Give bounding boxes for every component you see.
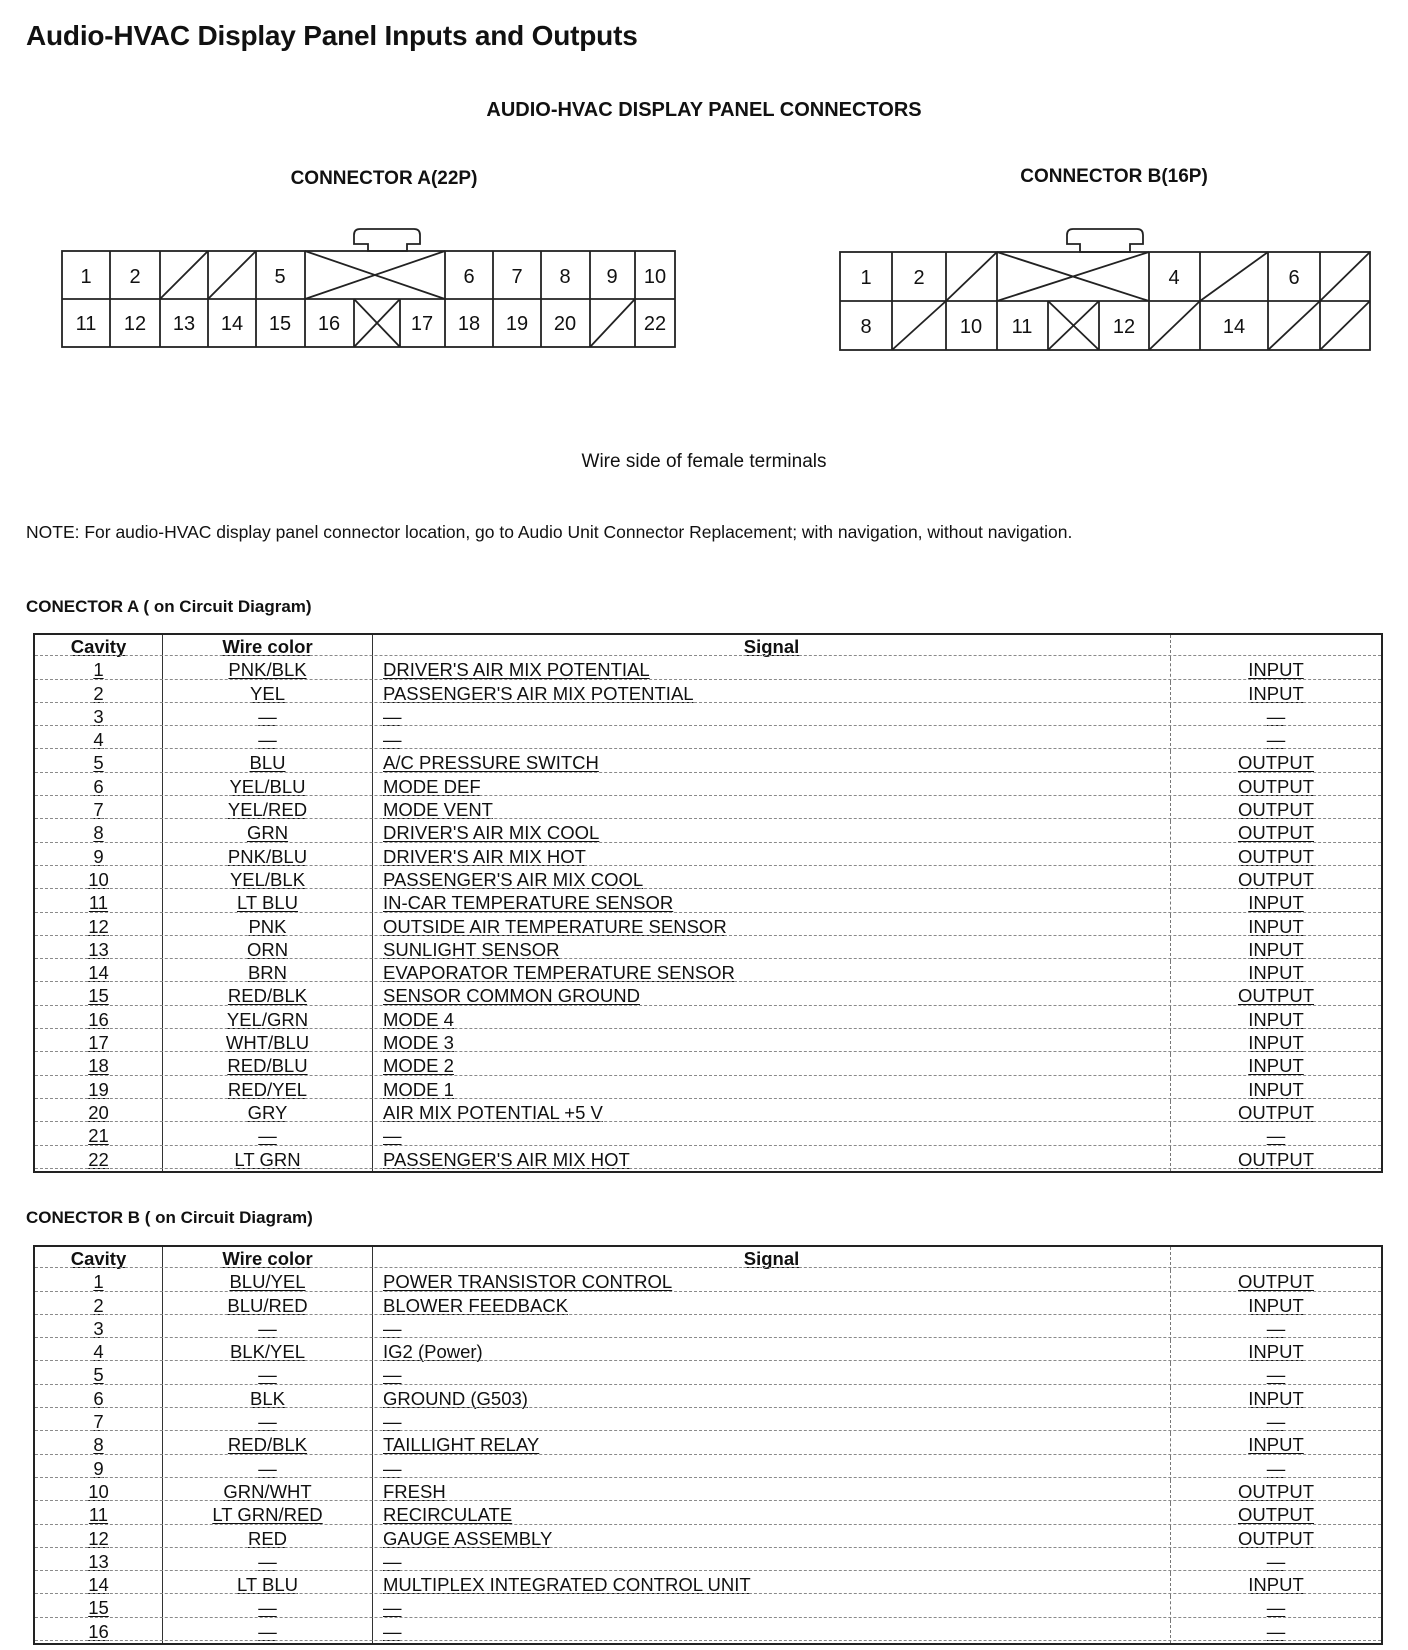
- table-header-row: [35, 1247, 1381, 1270]
- wire-color-cell: RED/YEL: [163, 1078, 373, 1101]
- connector-b-section-label: CONECTOR B ( on Circuit Diagram): [26, 1208, 313, 1227]
- table-row: [35, 658, 1381, 681]
- signal-cell: POWER TRANSISTOR CONTROL: [373, 1270, 1171, 1293]
- cavity-cell: 8: [35, 1433, 163, 1456]
- header-wire-color: Wire color: [163, 1247, 373, 1270]
- io-cell: INPUT: [1248, 1387, 1304, 1409]
- signal-cell: IN-CAR TEMPERATURE SENSOR: [373, 891, 1171, 914]
- table-row: [35, 1078, 1381, 1101]
- io-cell: INPUT: [1248, 659, 1304, 681]
- signal-cell: —: [373, 728, 1171, 751]
- io-cell: INPUT: [1248, 1434, 1304, 1456]
- conn-a-pin: 19: [505, 313, 529, 335]
- cavity-cell: 16: [35, 1620, 163, 1643]
- header-io: [1171, 635, 1381, 658]
- table-row: [35, 682, 1381, 705]
- conn-a-pin: 12: [123, 313, 147, 335]
- conn-b-pin: 10: [959, 316, 983, 338]
- io-cell: —: [1266, 1364, 1286, 1386]
- io-cell: —: [1266, 1597, 1286, 1619]
- signal-cell: RECIRCULATE: [373, 1503, 1171, 1526]
- signal-cell: MODE DEF: [373, 775, 1171, 798]
- wire-color-cell: —: [163, 1457, 373, 1480]
- signal-cell: MODE 1: [373, 1078, 1171, 1101]
- conn-a-pin: 15: [268, 313, 292, 335]
- io-cell: —: [1266, 1411, 1286, 1433]
- io-cell: INPUT: [1248, 915, 1304, 937]
- signal-cell: MODE VENT: [373, 798, 1171, 821]
- io-cell: OUTPUT: [1237, 1480, 1315, 1502]
- table-row: [35, 1527, 1381, 1550]
- cavity-cell: 21: [35, 1124, 163, 1147]
- cavity-cell: 11: [35, 1503, 163, 1526]
- table-row: [35, 798, 1381, 821]
- table-row: [35, 938, 1381, 961]
- connector-a-diagram: [60, 218, 710, 354]
- io-cell: —: [1266, 1457, 1286, 1479]
- conn-b-pin: 8: [860, 316, 872, 338]
- signal-cell: —: [373, 1550, 1171, 1573]
- io-cell: OUTPUT: [1237, 1271, 1315, 1293]
- conn-a-pin: 22: [643, 313, 667, 335]
- cavity-cell: 3: [35, 705, 163, 728]
- cavity-cell: 6: [35, 1387, 163, 1410]
- wire-color-cell: BLU: [163, 751, 373, 774]
- signal-cell: GROUND (G503): [373, 1387, 1171, 1410]
- signal-cell: PASSENGER'S AIR MIX COOL: [373, 868, 1171, 891]
- wire-color-cell: BLK: [163, 1387, 373, 1410]
- cavity-cell: 2: [35, 1294, 163, 1317]
- table-row: [35, 1596, 1381, 1619]
- signal-cell: —: [373, 1410, 1171, 1433]
- io-cell: OUTPUT: [1237, 1148, 1315, 1170]
- table-row: [35, 1294, 1381, 1317]
- signal-cell: MODE 3: [373, 1031, 1171, 1054]
- io-cell: INPUT: [1248, 1574, 1304, 1596]
- io-cell: —: [1266, 729, 1286, 751]
- conn-a-pin: 7: [511, 266, 523, 288]
- io-cell: INPUT: [1248, 962, 1304, 984]
- header-signal: Signal: [373, 1247, 1171, 1270]
- wire-color-cell: YEL/BLU: [163, 775, 373, 798]
- wire-color-cell: LT GRN: [163, 1148, 373, 1171]
- wire-color-cell: BLK/YEL: [163, 1340, 373, 1363]
- table-row: [35, 1480, 1381, 1503]
- table-row: [35, 1054, 1381, 1077]
- wire-color-cell: PNK: [163, 915, 373, 938]
- wire-color-cell: BRN: [163, 961, 373, 984]
- signal-cell: —: [373, 1596, 1171, 1619]
- table-row: [35, 1031, 1381, 1054]
- table-row: [35, 984, 1381, 1007]
- cavity-cell: 17: [35, 1031, 163, 1054]
- table-row: [35, 821, 1381, 844]
- io-cell: OUTPUT: [1237, 868, 1315, 890]
- signal-cell: DRIVER'S AIR MIX POTENTIAL: [373, 658, 1171, 681]
- table-row: [35, 1101, 1381, 1124]
- connector-a-label: CONNECTOR A(22P): [290, 168, 478, 189]
- wire-color-cell: GRN/WHT: [163, 1480, 373, 1503]
- connector-a-table: [33, 633, 1383, 1173]
- signal-cell: DRIVER'S AIR MIX COOL: [373, 821, 1171, 844]
- cavity-cell: 12: [35, 1527, 163, 1550]
- connector-b-table: [33, 1245, 1383, 1645]
- io-cell: —: [1266, 705, 1286, 727]
- cavity-cell: 9: [35, 1457, 163, 1480]
- conn-a-pin: 13: [172, 313, 196, 335]
- cavity-cell: 5: [35, 751, 163, 774]
- table-row: [35, 1148, 1381, 1171]
- connector-a-section-label: CONECTOR A ( on Circuit Diagram): [26, 597, 312, 616]
- wire-color-cell: YEL/BLK: [163, 868, 373, 891]
- table-row: [35, 1317, 1381, 1340]
- location-note: NOTE: For audio-HVAC display panel connector location, go to Audio Unit Connector Replacement; with navigation, without navigation.: [26, 522, 1073, 542]
- cavity-cell: 7: [35, 798, 163, 821]
- wire-color-cell: —: [163, 1550, 373, 1573]
- signal-cell: EVAPORATOR TEMPERATURE SENSOR: [373, 961, 1171, 984]
- signal-cell: AIR MIX POTENTIAL +5 V: [373, 1101, 1171, 1124]
- cavity-cell: 12: [35, 915, 163, 938]
- cavity-cell: 20: [35, 1101, 163, 1124]
- conn-a-pin: 14: [220, 313, 244, 335]
- header-cavity: Cavity: [35, 1247, 163, 1270]
- signal-cell: MULTIPLEX INTEGRATED CONTROL UNIT: [373, 1573, 1171, 1596]
- wire-color-cell: PNK/BLK: [163, 658, 373, 681]
- io-cell: —: [1266, 1317, 1286, 1339]
- signal-cell: MODE 4: [373, 1008, 1171, 1031]
- signal-cell: SUNLIGHT SENSOR: [373, 938, 1171, 961]
- signal-cell: SENSOR COMMON GROUND: [373, 984, 1171, 1007]
- table-row: [35, 1387, 1381, 1410]
- signal-cell: GAUGE ASSEMBLY: [373, 1527, 1171, 1550]
- cavity-cell: 9: [35, 845, 163, 868]
- table-row: [35, 1363, 1381, 1386]
- wire-color-cell: —: [163, 1124, 373, 1147]
- header-cavity: Cavity: [35, 635, 163, 658]
- conn-a-pin: 8: [559, 266, 571, 288]
- cavity-cell: 15: [35, 984, 163, 1007]
- wire-color-cell: RED/BLU: [163, 1054, 373, 1077]
- signal-cell: FRESH: [373, 1480, 1171, 1503]
- signal-cell: DRIVER'S AIR MIX HOT: [373, 845, 1171, 868]
- wire-color-cell: YEL: [163, 682, 373, 705]
- wire-color-cell: ORN: [163, 938, 373, 961]
- table-row: [35, 728, 1381, 751]
- wire-color-cell: —: [163, 1363, 373, 1386]
- table-row: [35, 1550, 1381, 1573]
- io-cell: INPUT: [1248, 1294, 1304, 1316]
- connectors-heading: AUDIO-HVAC DISPLAY PANEL CONNECTORS: [486, 99, 922, 121]
- io-cell: OUTPUT: [1237, 775, 1315, 797]
- conn-a-pin: 5: [274, 266, 286, 288]
- conn-b-pin: 12: [1112, 316, 1136, 338]
- cavity-cell: 4: [35, 1340, 163, 1363]
- cavity-cell: 4: [35, 728, 163, 751]
- wire-color-cell: BLU/RED: [163, 1294, 373, 1317]
- signal-cell: TAILLIGHT RELAY: [373, 1433, 1171, 1456]
- io-cell: OUTPUT: [1237, 845, 1315, 867]
- io-cell: —: [1266, 1550, 1286, 1572]
- wire-color-cell: —: [163, 728, 373, 751]
- table-row: [35, 1433, 1381, 1456]
- table-row: [35, 1410, 1381, 1433]
- cavity-cell: 11: [35, 891, 163, 914]
- wire-color-cell: —: [163, 1620, 373, 1643]
- cavity-cell: 1: [35, 1270, 163, 1293]
- signal-cell: —: [373, 705, 1171, 728]
- cavity-cell: 16: [35, 1008, 163, 1031]
- connector-b-diagram: [838, 218, 1378, 358]
- cavity-cell: 10: [35, 868, 163, 891]
- io-cell: INPUT: [1248, 682, 1304, 704]
- conn-a-pin: 20: [553, 313, 577, 335]
- wire-color-cell: YEL/GRN: [163, 1008, 373, 1031]
- header-io: [1171, 1247, 1381, 1270]
- conn-a-pin: 9: [606, 266, 618, 288]
- cavity-cell: 15: [35, 1596, 163, 1619]
- table-row: [35, 775, 1381, 798]
- conn-a-pin: 11: [75, 313, 97, 335]
- io-cell: —: [1266, 1125, 1286, 1147]
- signal-cell: —: [373, 1124, 1171, 1147]
- table-row: [35, 868, 1381, 891]
- conn-a-pin: 17: [410, 313, 434, 335]
- io-cell: OUTPUT: [1237, 1504, 1315, 1526]
- io-cell: —: [1266, 1620, 1286, 1642]
- table-row: [35, 1124, 1381, 1147]
- io-cell: OUTPUT: [1237, 1527, 1315, 1549]
- wire-color-cell: LT BLU: [163, 1573, 373, 1596]
- conn-b-pin: 1: [860, 267, 872, 289]
- wire-color-cell: —: [163, 1596, 373, 1619]
- conn-a-pin: 6: [463, 266, 475, 288]
- io-cell: INPUT: [1248, 1078, 1304, 1100]
- cavity-cell: 14: [35, 961, 163, 984]
- table-row: [35, 1620, 1381, 1643]
- signal-cell: PASSENGER'S AIR MIX POTENTIAL: [373, 682, 1171, 705]
- wire-color-cell: RED/BLK: [163, 984, 373, 1007]
- cavity-cell: 19: [35, 1078, 163, 1101]
- wire-side-caption: Wire side of female terminals: [581, 451, 827, 472]
- io-cell: INPUT: [1248, 938, 1304, 960]
- wire-color-cell: —: [163, 1410, 373, 1433]
- connector-b-label: CONNECTOR B(16P): [1020, 166, 1208, 187]
- page-title: Audio-HVAC Display Panel Inputs and Outputs: [26, 20, 638, 51]
- signal-cell: —: [373, 1363, 1171, 1386]
- signal-cell: IG2 (Power): [373, 1340, 1171, 1363]
- header-wire-color: Wire color: [163, 635, 373, 658]
- wire-color-cell: YEL/RED: [163, 798, 373, 821]
- conn-b-pin: 2: [913, 267, 925, 289]
- cavity-cell: 8: [35, 821, 163, 844]
- io-cell: OUTPUT: [1237, 799, 1315, 821]
- wire-color-cell: GRN: [163, 821, 373, 844]
- signal-cell: A/C PRESSURE SWITCH: [373, 751, 1171, 774]
- wire-color-cell: PNK/BLU: [163, 845, 373, 868]
- table-row: [35, 705, 1381, 728]
- cavity-cell: 5: [35, 1363, 163, 1386]
- signal-cell: MODE 2: [373, 1054, 1171, 1077]
- table-row: [35, 915, 1381, 938]
- conn-b-pin: 6: [1288, 267, 1300, 289]
- table-row: [35, 961, 1381, 984]
- cavity-cell: 10: [35, 1480, 163, 1503]
- table-header-row: [35, 635, 1381, 658]
- cavity-cell: 2: [35, 682, 163, 705]
- io-cell: INPUT: [1248, 1341, 1304, 1363]
- wire-color-cell: RED: [163, 1527, 373, 1550]
- table-row: [35, 1340, 1381, 1363]
- wire-color-cell: RED/BLK: [163, 1433, 373, 1456]
- conn-a-pin: 10: [643, 266, 667, 288]
- table-row: [35, 891, 1381, 914]
- io-cell: INPUT: [1248, 1032, 1304, 1054]
- io-cell: INPUT: [1248, 892, 1304, 914]
- table-row: [35, 1008, 1381, 1031]
- cavity-cell: 18: [35, 1054, 163, 1077]
- table-row: [35, 1573, 1381, 1596]
- io-cell: OUTPUT: [1237, 752, 1315, 774]
- table-row: [35, 1270, 1381, 1293]
- conn-a-pin: 16: [317, 313, 341, 335]
- cavity-cell: 7: [35, 1410, 163, 1433]
- table-row: [35, 1457, 1381, 1480]
- signal-cell: —: [373, 1317, 1171, 1340]
- table-row: [35, 845, 1381, 868]
- signal-cell: —: [373, 1620, 1171, 1643]
- cavity-cell: 3: [35, 1317, 163, 1340]
- conn-a-pin: 1: [80, 266, 92, 288]
- conn-b-pin: 14: [1222, 316, 1246, 338]
- signal-cell: —: [373, 1457, 1171, 1480]
- io-cell: OUTPUT: [1237, 985, 1315, 1007]
- cavity-cell: 22: [35, 1148, 163, 1171]
- io-cell: INPUT: [1248, 1008, 1304, 1030]
- cavity-cell: 13: [35, 938, 163, 961]
- header-signal: Signal: [373, 635, 1171, 658]
- cavity-cell: 14: [35, 1573, 163, 1596]
- wire-color-cell: —: [163, 705, 373, 728]
- wire-color-cell: BLU/YEL: [163, 1270, 373, 1293]
- wire-color-cell: LT GRN/RED: [163, 1503, 373, 1526]
- conn-a-pin: 18: [457, 313, 481, 335]
- signal-cell: BLOWER FEEDBACK: [373, 1294, 1171, 1317]
- cavity-cell: 1: [35, 658, 163, 681]
- io-cell: OUTPUT: [1237, 822, 1315, 844]
- io-cell: OUTPUT: [1237, 1101, 1315, 1123]
- conn-b-pin: 4: [1168, 267, 1180, 289]
- table-row: [35, 751, 1381, 774]
- wire-color-cell: —: [163, 1317, 373, 1340]
- wire-color-cell: LT BLU: [163, 891, 373, 914]
- conn-b-pin: 11: [1011, 316, 1033, 338]
- wire-color-cell: GRY: [163, 1101, 373, 1124]
- wire-color-cell: WHT/BLU: [163, 1031, 373, 1054]
- table-row: [35, 1503, 1381, 1526]
- io-cell: INPUT: [1248, 1055, 1304, 1077]
- signal-cell: PASSENGER'S AIR MIX HOT: [373, 1148, 1171, 1171]
- cavity-cell: 13: [35, 1550, 163, 1573]
- signal-cell: OUTSIDE AIR TEMPERATURE SENSOR: [373, 915, 1171, 938]
- conn-a-pin: 2: [129, 266, 141, 288]
- cavity-cell: 6: [35, 775, 163, 798]
